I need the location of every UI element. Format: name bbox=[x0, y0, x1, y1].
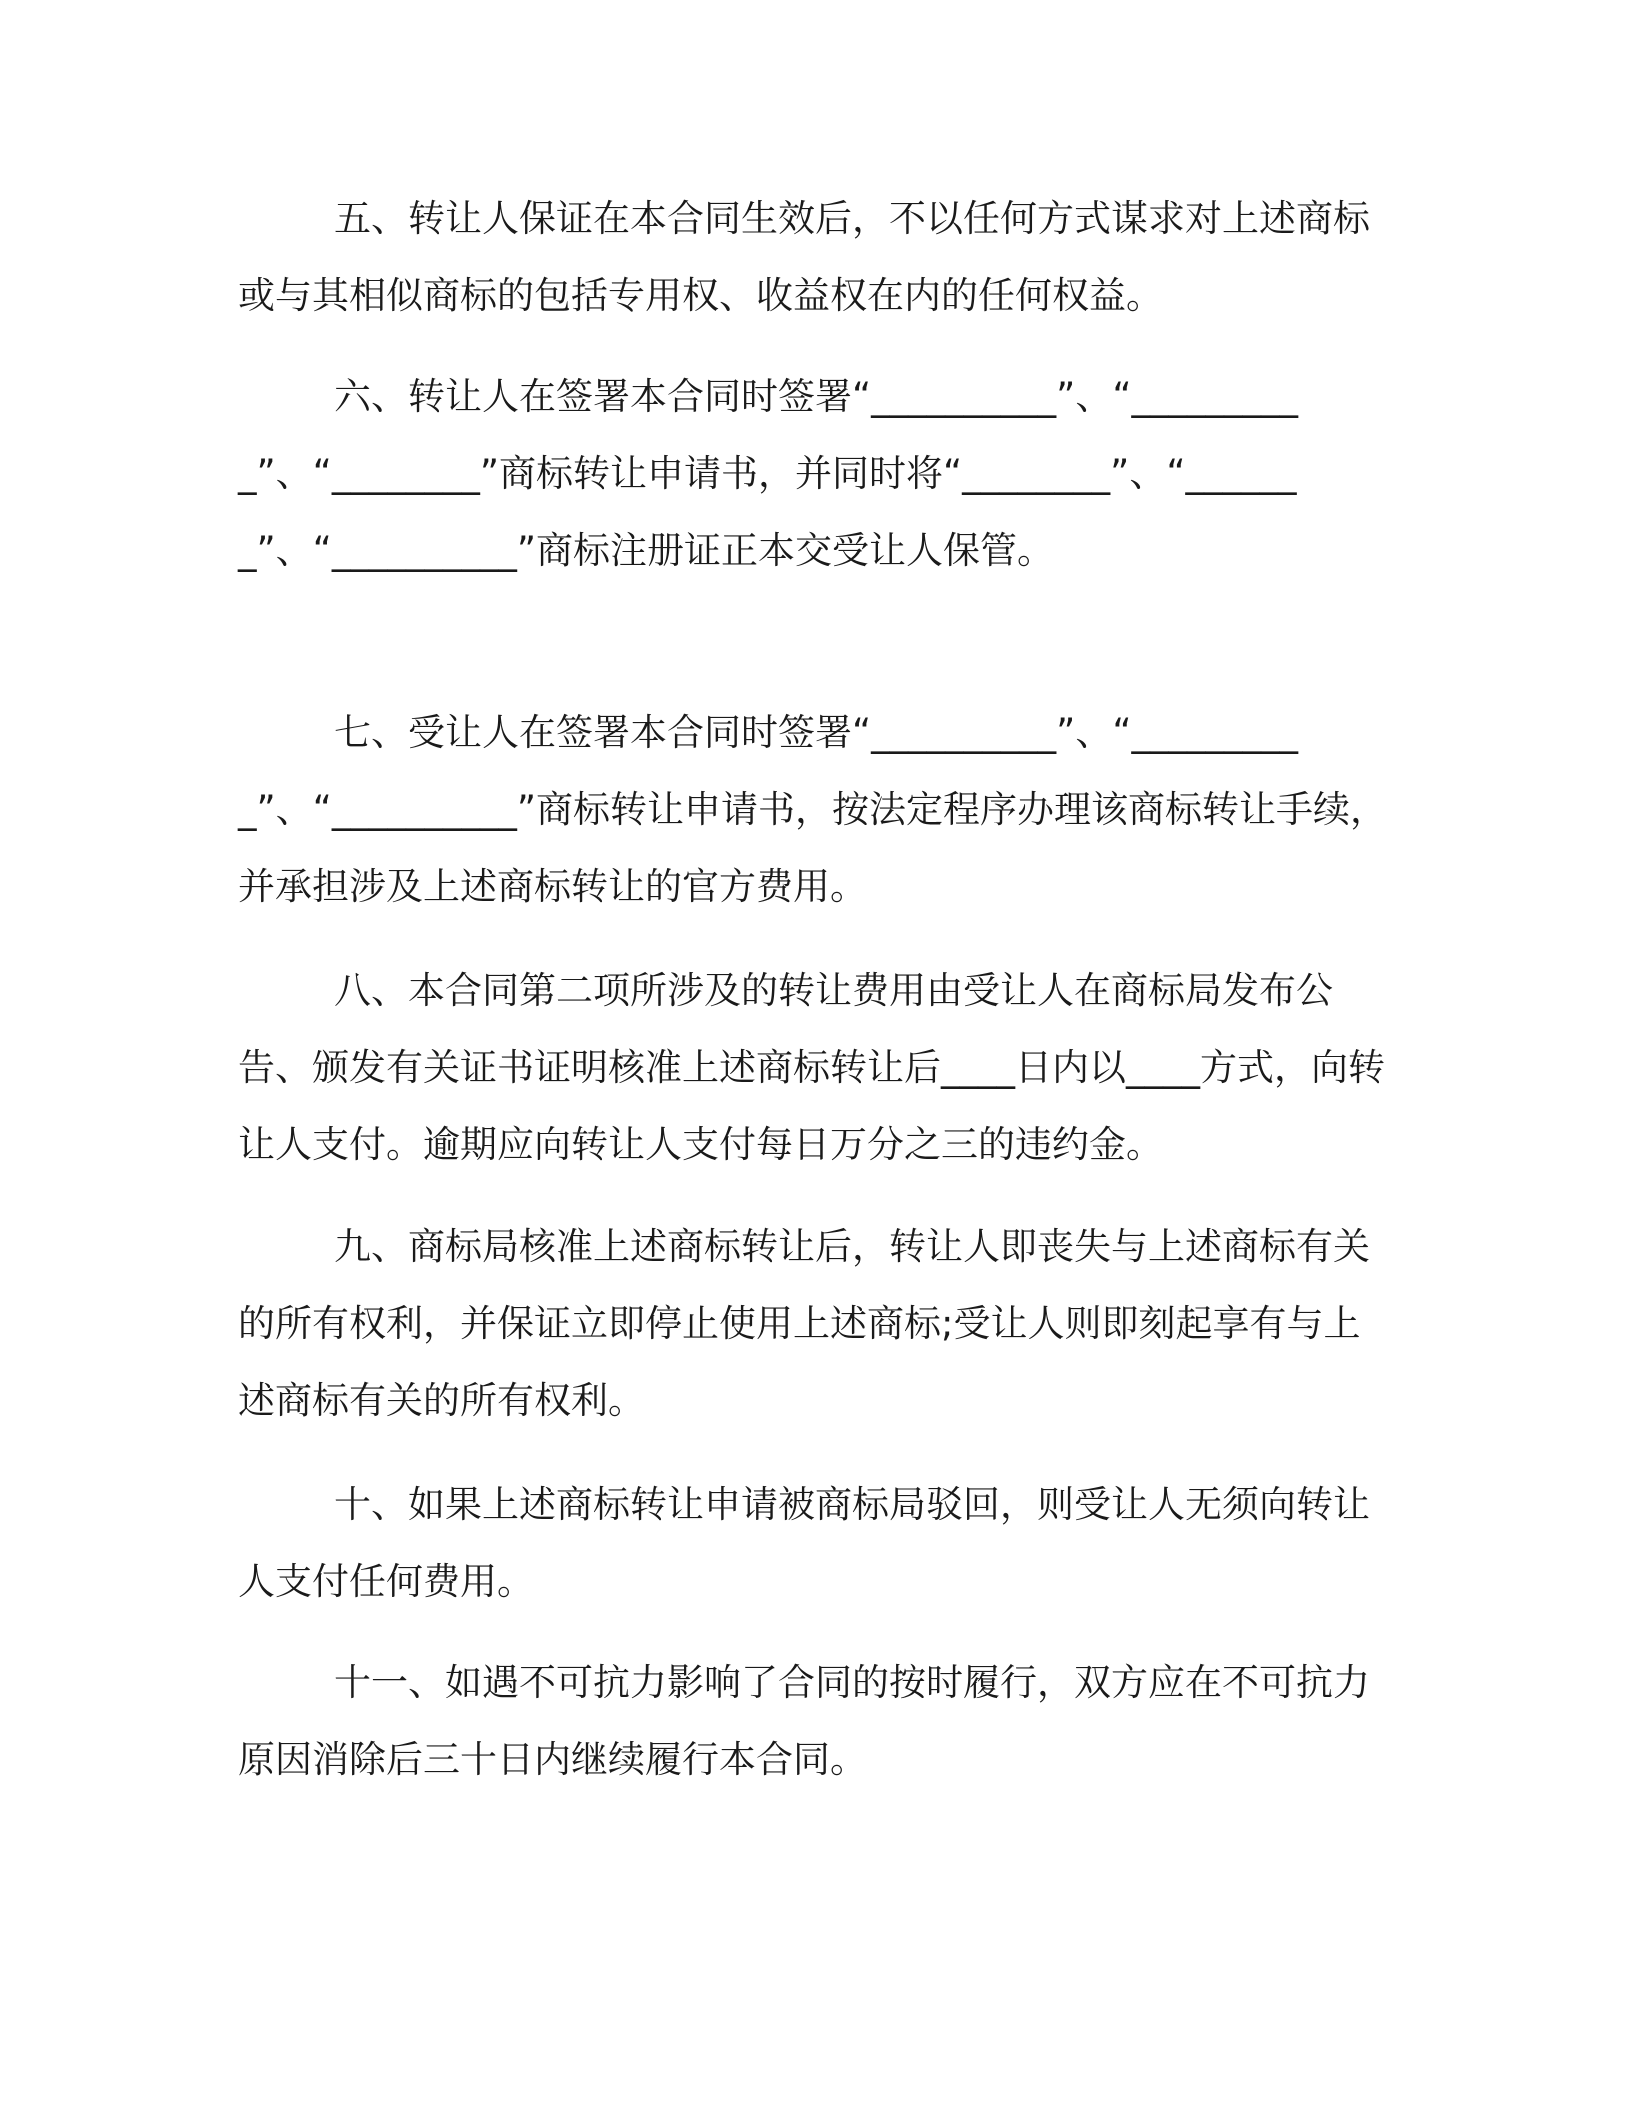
clause-8: 八、本合同第二项所涉及的转让费用由受让人在商标局发布公告、颁发有关证书证明核准上述商标转让后____日内以____方式，向转让人支付。逾期应向转让人支付每日万分之三的违约金。 bbox=[238, 969, 1385, 1166]
clause-5: 五、转让人保证在本合同生效后，不以任何方式谋求对上述商标或与其相似商标的包括专用权、收益权在内的任何权益。 bbox=[238, 197, 1370, 317]
clause-10: 十、如果上述商标转让申请被商标局驳回，则受让人无须向转让人支付任何费用。 bbox=[238, 1483, 1370, 1603]
clause-9: 九、商标局核准上述商标转让后，转让人即丧失与上述商标有关的所有权利，并保证立即停止使用上述商标;受让人则即刻起享有与上述商标有关的所有权利。 bbox=[238, 1225, 1370, 1422]
clause-7: 七、受让人在签署本合同时签署“__________”、“__________”、“__________”商标转让申请书，按法定程序办理该商标转让手续，并承担涉及上述商标转让的官方费用。 bbox=[238, 711, 1388, 908]
clause-6: 六、转让人在签署本合同时签署“__________”、“__________”、“________”商标转让申请书，并同时将“________”、“_______”、“__________”商标注册证正本交受让人保管。 bbox=[238, 375, 1299, 572]
clause-11: 十一、如遇不可抗力影响了合同的按时履行，双方应在不可抗力原因消除后三十日内继续履行本合同。 bbox=[238, 1661, 1370, 1781]
